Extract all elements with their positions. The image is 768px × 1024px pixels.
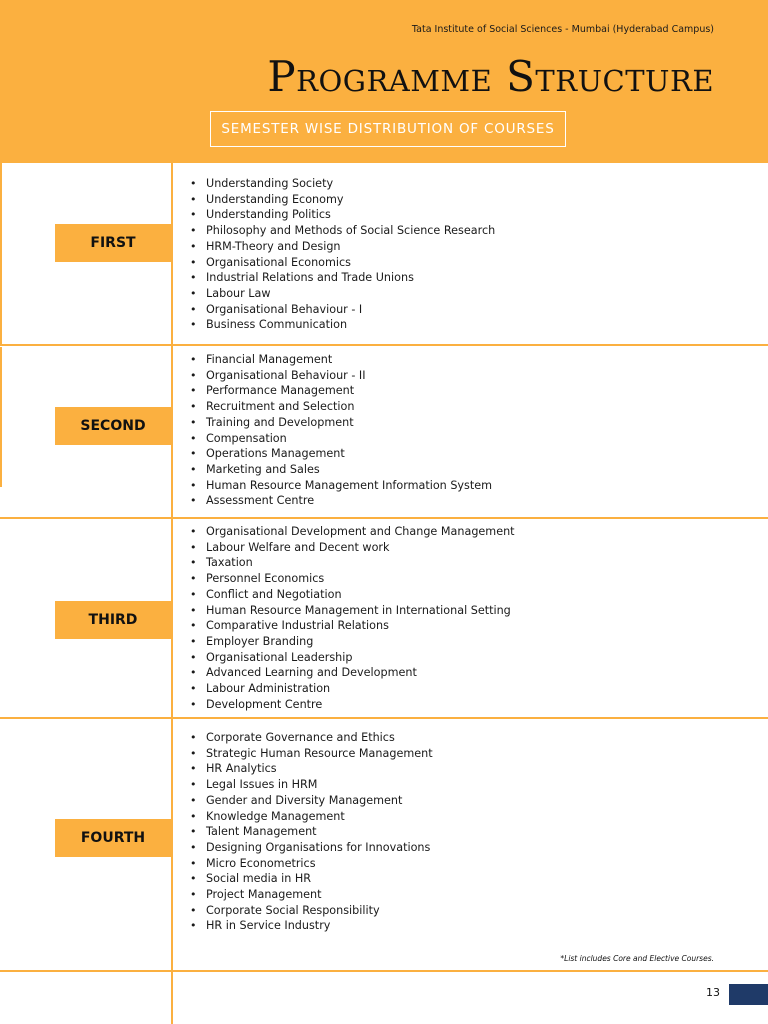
list-item: • Organisational Behaviour - II [188,368,492,384]
header-banner [0,0,768,163]
column-divider [171,163,173,1024]
list-item: • Understanding Economy [188,192,495,208]
list-item: • Micro Econometrics [188,856,433,872]
list-item: • Labour Administration [188,681,515,697]
list-item: • Labour Welfare and Decent work [188,540,515,556]
list-item: • Industrial Relations and Trade Unions [188,270,495,286]
list-item: • Human Resource Management Information System [188,478,492,494]
course-list-third [188,524,515,712]
list-item: • Marketing and Sales [188,462,492,478]
semester-label-third: THIRD [55,601,171,639]
course-list-first [188,176,495,333]
list-item: • Assessment Centre [188,493,492,509]
list-item: • Legal Issues in HRM [188,777,433,793]
list-item: • Taxation [188,555,515,571]
list-item: • Labour Law [188,286,495,302]
list-item: • Designing Organisations for Innovations [188,840,433,856]
page-title: Programme Structure [267,52,714,101]
left-edge-first [0,163,2,345]
semester-label-second: SECOND [55,407,171,445]
list-item: • Organisational Leadership [188,650,515,666]
institute-name: Tata Institute of Social Sciences - Mumbai (Hyderabad Campus) [411,24,714,35]
list-item: • Project Management [188,887,433,903]
page-number: 13 [706,986,720,999]
list-item: • Compensation [188,431,492,447]
list-item: • Business Communication [188,317,495,333]
course-list-fourth [188,730,433,934]
list-item: • Strategic Human Resource Management [188,746,433,762]
row-divider [0,970,768,972]
list-item: • Employer Branding [188,634,515,650]
list-item: • Corporate Social Responsibility [188,903,433,919]
row-divider [0,344,768,346]
list-item: • Operations Management [188,446,492,462]
list-item: • Development Centre [188,697,515,713]
course-list-second [188,352,492,509]
list-item: • Comparative Industrial Relations [188,618,515,634]
section-subtitle: SEMESTER WISE DISTRIBUTION OF COURSES [210,111,566,147]
list-item: • Philosophy and Methods of Social Science Research [188,223,495,239]
row-divider [0,717,768,719]
list-item: • Financial Management [188,352,492,368]
list-item: • Performance Management [188,383,492,399]
list-item: • Understanding Politics [188,207,495,223]
list-item: • Social media in HR [188,871,433,887]
row-divider [0,517,768,519]
semester-label-first: FIRST [55,224,171,262]
list-item: • Organisational Behaviour - I [188,302,495,318]
list-item: • Organisational Economics [188,255,495,271]
list-item: • Training and Development [188,415,492,431]
list-item: • HR Analytics [188,761,433,777]
list-item: • Conflict and Negotiation [188,587,515,603]
page-number-block [729,984,768,1005]
list-item: • Gender and Diversity Management [188,793,433,809]
semester-label-fourth: FOURTH [55,819,171,857]
list-item: • Personnel Economics [188,571,515,587]
list-item: • Organisational Development and Change Management [188,524,515,540]
list-item: • Understanding Society [188,176,495,192]
list-item: • Corporate Governance and Ethics [188,730,433,746]
list-item: • Advanced Learning and Development [188,665,515,681]
list-item: • HR in Service Industry [188,918,433,934]
list-item: • HRM-Theory and Design [188,239,495,255]
list-item: • Talent Management [188,824,433,840]
list-item: • Recruitment and Selection [188,399,492,415]
list-item: • Knowledge Management [188,809,433,825]
footnote: *List includes Core and Elective Courses. [560,954,714,963]
list-item: • Human Resource Management in International Setting [188,603,515,619]
left-edge-second [0,347,2,487]
